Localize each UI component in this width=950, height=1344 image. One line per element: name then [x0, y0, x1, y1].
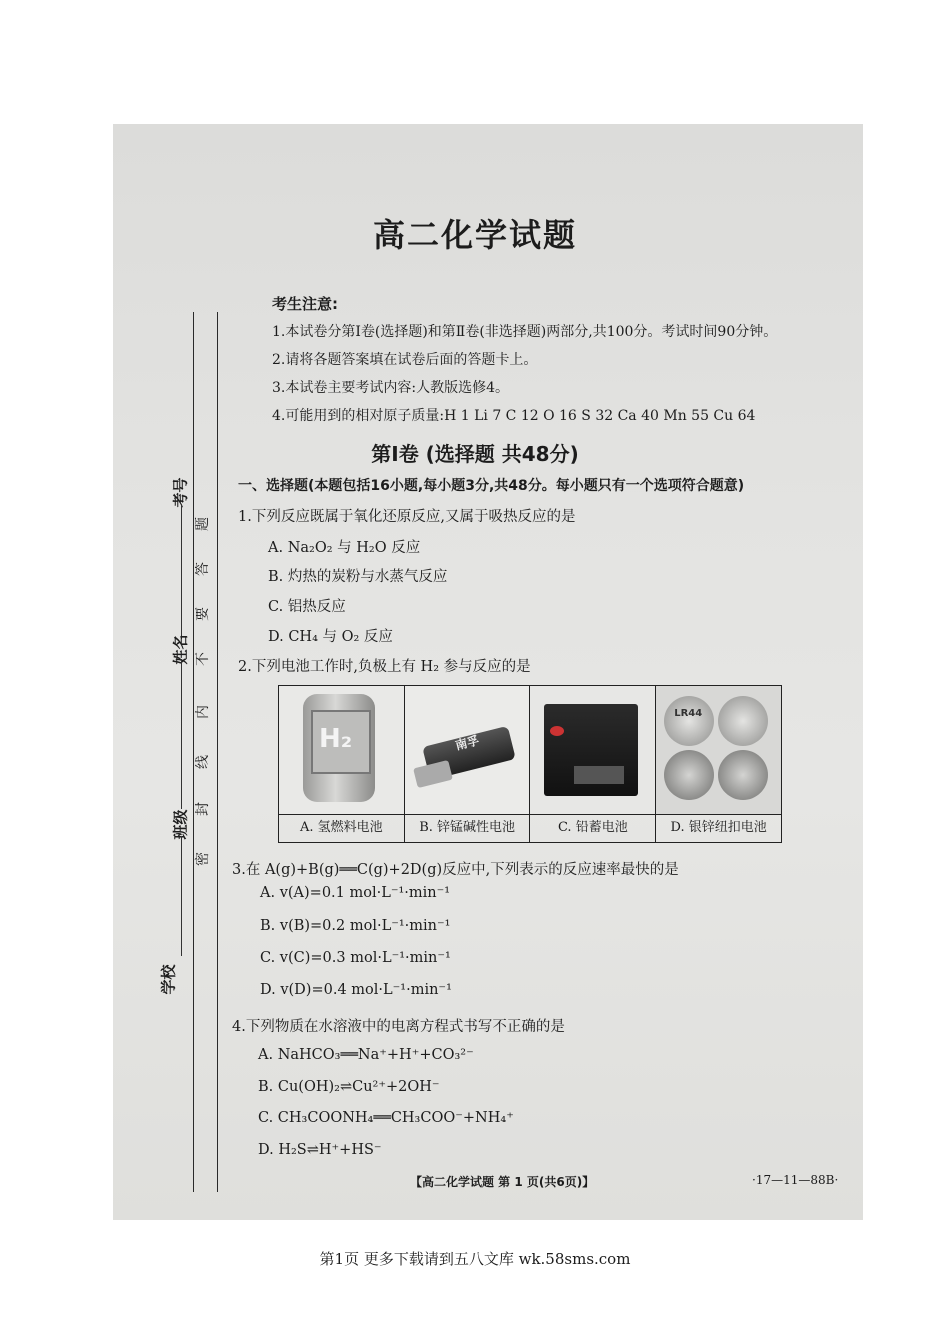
exam-title: 高二化学试题 — [372, 216, 577, 254]
question-4-option-d: D. H₂S⇌H⁺+HS⁻ — [258, 1142, 382, 1158]
caption-a: A. 氢燃料电池 — [279, 814, 404, 841]
seal-char: 题 — [195, 517, 211, 531]
question-3-option-b: B. v(B)=0.2 mol·L⁻¹·min⁻¹ — [260, 918, 451, 934]
seal-char: 线 — [195, 755, 211, 769]
question-4-option-a: A. NaHCO₃══Na⁺+H⁺+CO₃²⁻ — [258, 1047, 474, 1063]
question-4-option-b: B. Cu(OH)₂⇌Cu²⁺+2OH⁻ — [258, 1079, 440, 1095]
question-3-option-c: C. v(C)=0.3 mol·L⁻¹·min⁻¹ — [260, 950, 451, 966]
part-instructions: 一、选择题(本题包括16小题,每小题3分,共48分。每小题只有一个选项符合题意) — [238, 478, 745, 494]
page-footer-tag: 【高二化学试题 第 1 页(共6页)】 — [410, 1175, 595, 1189]
button-battery-image — [656, 686, 781, 814]
notice-item: 1.本试卷分第Ⅰ卷(选择题)和第Ⅱ卷(非选择题)两部分,共100分。考试时间90分钟。 — [272, 324, 778, 340]
battery-cell-c — [530, 686, 656, 843]
notice-item: 2.请将各题答案填在试卷后面的答题卡上。 — [272, 352, 538, 368]
notice-item: 3.本试卷主要考试内容:人教版选修4。 — [272, 380, 509, 396]
question-1-option-a: A. Na₂O₂ 与 H₂O 反应 — [268, 540, 421, 556]
battery-cell-b — [404, 686, 530, 843]
question-1-option-d: D. CH₄ 与 O₂ 反应 — [268, 629, 393, 645]
page-footer-code: ·17—11—88B· — [752, 1173, 839, 1187]
lead-acid-battery-image — [530, 686, 655, 814]
question-4-option-c: C. CH₃COONH₄══CH₃COO⁻+NH₄⁺ — [258, 1110, 514, 1126]
battery-table — [278, 685, 782, 843]
class-field — [181, 836, 182, 956]
question-3-stem: 3.在 A(g)+B(g)══C(g)+2D(g)反应中,下列表示的反应速率最快的是 — [232, 862, 679, 878]
school-label: 学校 — [159, 964, 178, 995]
question-4-stem: 4.下列物质在水溶液中的电离方程式书写不正确的是 — [232, 1019, 565, 1035]
section-heading: 第Ⅰ卷 (选择题 共48分) — [371, 442, 579, 466]
exam-number-field — [181, 504, 182, 639]
question-1-option-b: B. 灼热的炭粉与水蒸气反应 — [268, 569, 448, 585]
battery-cell-a — [279, 686, 405, 843]
caption-d: D. 银锌纽扣电池 — [656, 814, 781, 841]
hydrogen-fuel-cell-image — [279, 686, 404, 814]
seal-char: 答 — [195, 562, 211, 576]
caption-c: C. 铅蓄电池 — [530, 814, 655, 841]
seal-char: 封 — [195, 802, 211, 816]
question-2-stem: 2.下列电池工作时,负极上有 H₂ 参与反应的是 — [238, 659, 531, 675]
seal-char: 密 — [195, 852, 211, 866]
name-field — [181, 659, 182, 809]
class-label: 班级 — [171, 809, 190, 840]
name-label: 姓名 — [171, 634, 190, 665]
download-footer: 第1页 更多下载请到五八文库 wk.58sms.com — [319, 1250, 631, 1268]
h2-label: H₂ — [319, 724, 353, 754]
alkaline-battery-image — [405, 686, 530, 814]
question-1-stem: 1.下列反应既属于氧化还原反应,又属于吸热反应的是 — [238, 509, 576, 525]
battery-cell-d — [656, 686, 782, 843]
exam-number-label: 考号 — [171, 477, 190, 508]
seal-char: 要 — [195, 607, 211, 621]
caption-b: B. 锌锰碱性电池 — [405, 814, 530, 841]
notice-item: 4.可能用到的相对原子质量:H 1 Li 7 C 12 O 16 S 32 Ca 40 Mn 55 Cu 64 — [272, 408, 756, 424]
question-3-option-a: A. v(A)=0.1 mol·L⁻¹·min⁻¹ — [260, 885, 451, 901]
lr44-label: LR44 — [674, 708, 703, 719]
nanfu-label: 南孚 — [453, 733, 481, 753]
seal-char: 不 — [195, 652, 211, 666]
notice-heading: 考生注意: — [272, 295, 338, 313]
question-1-option-c: C. 铝热反应 — [268, 599, 346, 615]
seal-char: 内 — [195, 705, 211, 719]
notice-block — [272, 290, 777, 430]
question-3-option-d: D. v(D)=0.4 mol·L⁻¹·min⁻¹ — [260, 982, 452, 998]
